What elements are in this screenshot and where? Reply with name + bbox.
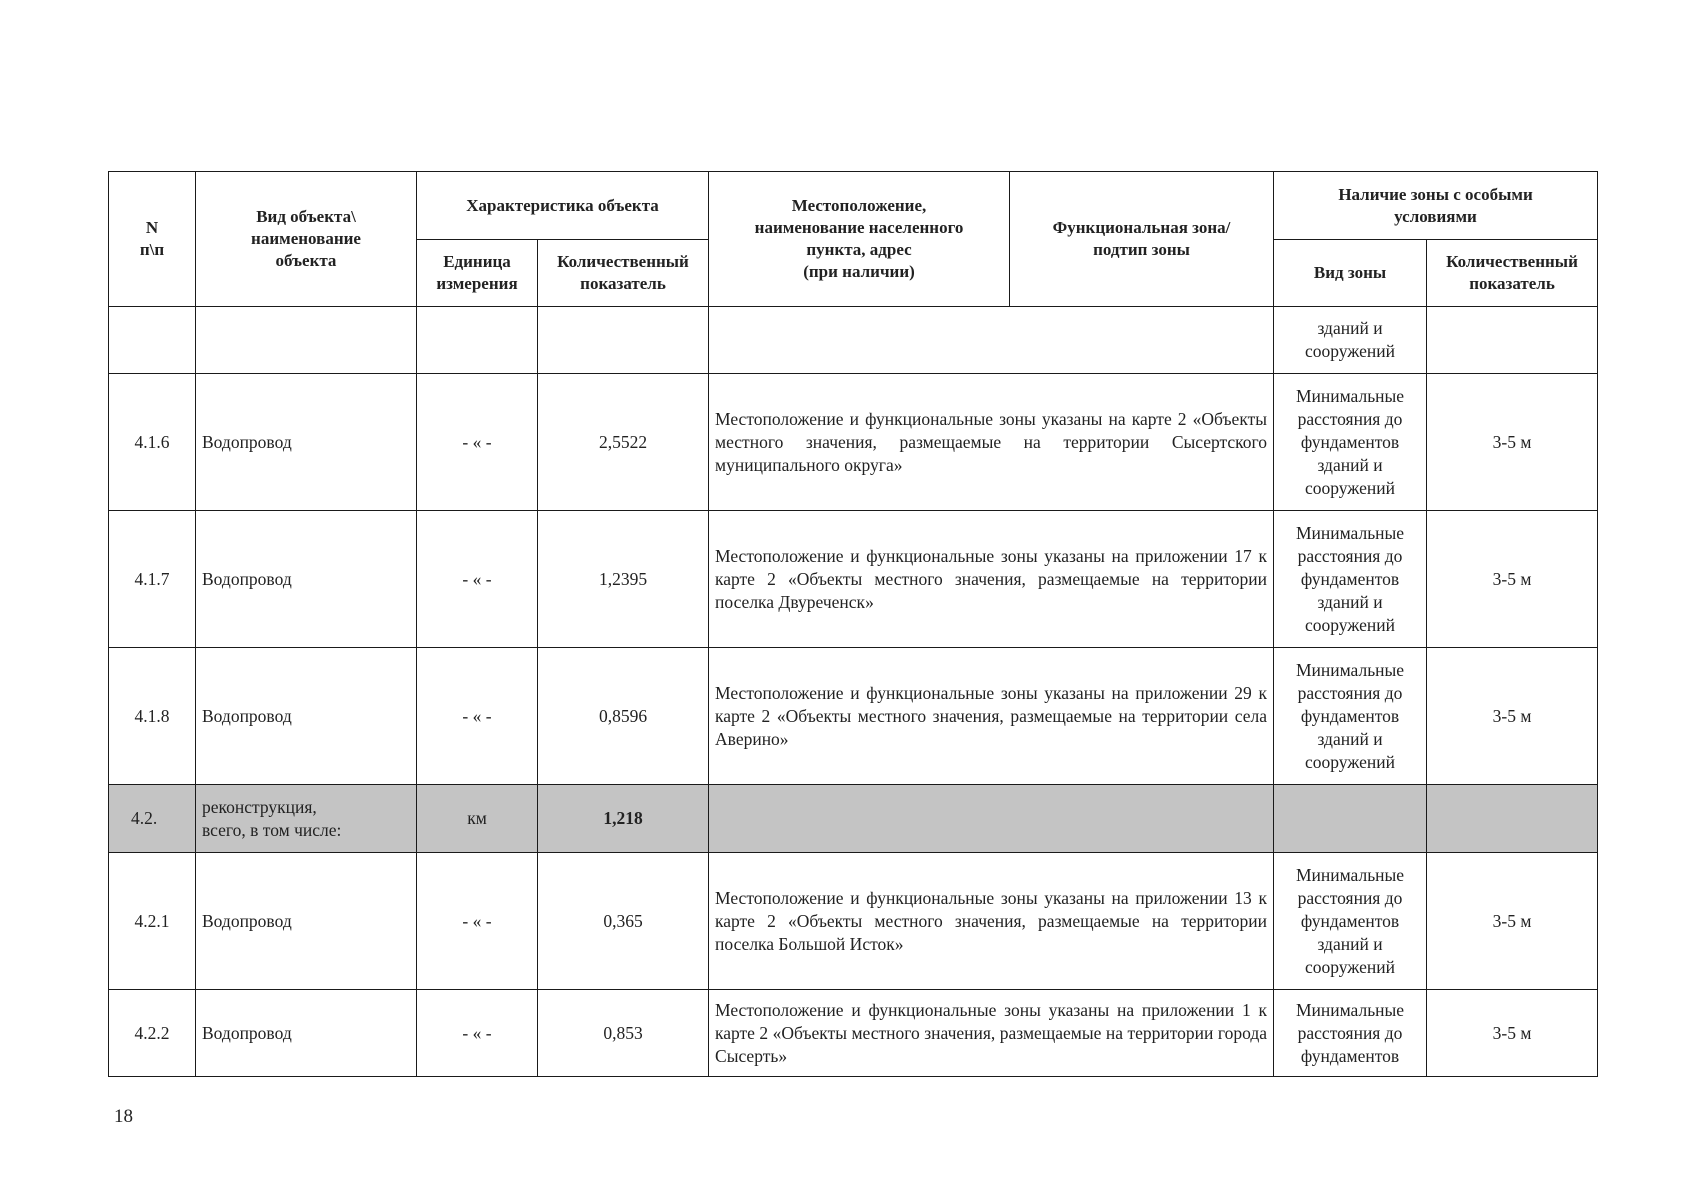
cell-num: 4.2.1	[109, 853, 196, 990]
table-row	[109, 511, 1598, 648]
cell-zone-quantity: 3-5 м	[1427, 374, 1598, 511]
cell-num: 4.2.2	[109, 990, 196, 1077]
cell-zone-type: Минимальные расстояния до фундаментов зданий и сооружений	[1274, 511, 1427, 648]
cell-zone-type: Минимальные расстояния до фундаментов	[1274, 990, 1427, 1077]
cell-num: 4.1.8	[109, 648, 196, 785]
cell-location: Местоположение и функциональные зоны указаны на карте 2 «Объекты местного значения, размещаемые на территории Сысертского муниципального округа»	[709, 374, 1274, 511]
cell-quantity: 1,218	[538, 785, 709, 853]
cell-empty	[196, 307, 417, 374]
table-row	[109, 648, 1598, 785]
cell-name: Водопровод	[196, 853, 417, 990]
cell-name: Водопровод	[196, 511, 417, 648]
cell-zone-quantity: 3-5 м	[1427, 853, 1598, 990]
cell-zone-quantity: 3-5 м	[1427, 511, 1598, 648]
cell-unit: км	[417, 785, 538, 853]
cell-quantity: 0,853	[538, 990, 709, 1077]
cell-quantity: 1,2395	[538, 511, 709, 648]
header-special-zone: Наличие зоны с особыми условиями	[1274, 172, 1598, 240]
page-number: 18	[114, 1106, 133, 1127]
cell-unit: - « -	[417, 990, 538, 1077]
cell-num: 4.1.7	[109, 511, 196, 648]
cell-name: реконструкция, всего, в том числе:	[196, 785, 417, 853]
header-quantity: Количественный показатель	[538, 240, 709, 307]
cell-empty	[538, 307, 709, 374]
cell-zone-type: зданий и сооружений	[1274, 307, 1427, 374]
cell-unit: - « -	[417, 511, 538, 648]
cell-zone-quantity: 3-5 м	[1427, 990, 1598, 1077]
objects-table	[108, 171, 1598, 1077]
header-zone-quantity: Количественный показатель	[1427, 240, 1598, 307]
cell-empty	[1427, 307, 1598, 374]
cell-name: Водопровод	[196, 990, 417, 1077]
table-header-row	[109, 172, 1598, 240]
cell-empty	[709, 307, 1274, 374]
cell-zone-type: Минимальные расстояния до фундаментов зданий и сооружений	[1274, 853, 1427, 990]
cell-quantity: 0,365	[538, 853, 709, 990]
header-name: Вид объекта\ наименование объекта	[196, 172, 417, 307]
cell-zone-quantity: 3-5 м	[1427, 648, 1598, 785]
table-row	[109, 853, 1598, 990]
header-zone-type: Вид зоны	[1274, 240, 1427, 307]
cell-unit: - « -	[417, 648, 538, 785]
table-row-section	[109, 785, 1598, 853]
header-num: N п\п	[109, 172, 196, 307]
cell-num: 4.1.6	[109, 374, 196, 511]
cell-empty	[1427, 785, 1598, 853]
header-unit: Единица измерения	[417, 240, 538, 307]
cell-location: Местоположение и функциональные зоны указаны на приложении 13 к карте 2 «Объекты местного значения, размещаемые на территории поселка Большой Исток»	[709, 853, 1274, 990]
cell-unit: - « -	[417, 853, 538, 990]
cell-num: 4.2.	[109, 785, 196, 853]
table-row	[109, 990, 1598, 1077]
cell-name: Водопровод	[196, 374, 417, 511]
header-func-zone: Функциональная зона/ подтип зоны	[1010, 172, 1274, 307]
cell-quantity: 0,8596	[538, 648, 709, 785]
cell-name: Водопровод	[196, 648, 417, 785]
cell-zone-type: Минимальные расстояния до фундаментов зданий и сооружений	[1274, 374, 1427, 511]
table-row-continuation	[109, 307, 1598, 374]
cell-empty	[709, 785, 1274, 853]
table-row	[109, 374, 1598, 511]
cell-empty	[109, 307, 196, 374]
cell-empty	[1274, 785, 1427, 853]
cell-zone-type: Минимальные расстояния до фундаментов зданий и сооружений	[1274, 648, 1427, 785]
cell-location: Местоположение и функциональные зоны указаны на приложении 1 к карте 2 «Объекты местного значения, размещаемые на территории города Сысерть»	[709, 990, 1274, 1077]
header-characteristic: Характеристика объекта	[417, 172, 709, 240]
cell-unit: - « -	[417, 374, 538, 511]
header-location: Местоположение, наименование населенного пункта, адрес (при наличии)	[709, 172, 1010, 307]
cell-location: Местоположение и функциональные зоны указаны на приложении 29 к карте 2 «Объекты местного значения, размещаемые на территории села Аверино»	[709, 648, 1274, 785]
cell-empty	[417, 307, 538, 374]
cell-location: Местоположение и функциональные зоны указаны на приложении 17 к карте 2 «Объекты местного значения, размещаемые на территории поселка Двуреченск»	[709, 511, 1274, 648]
cell-quantity: 2,5522	[538, 374, 709, 511]
